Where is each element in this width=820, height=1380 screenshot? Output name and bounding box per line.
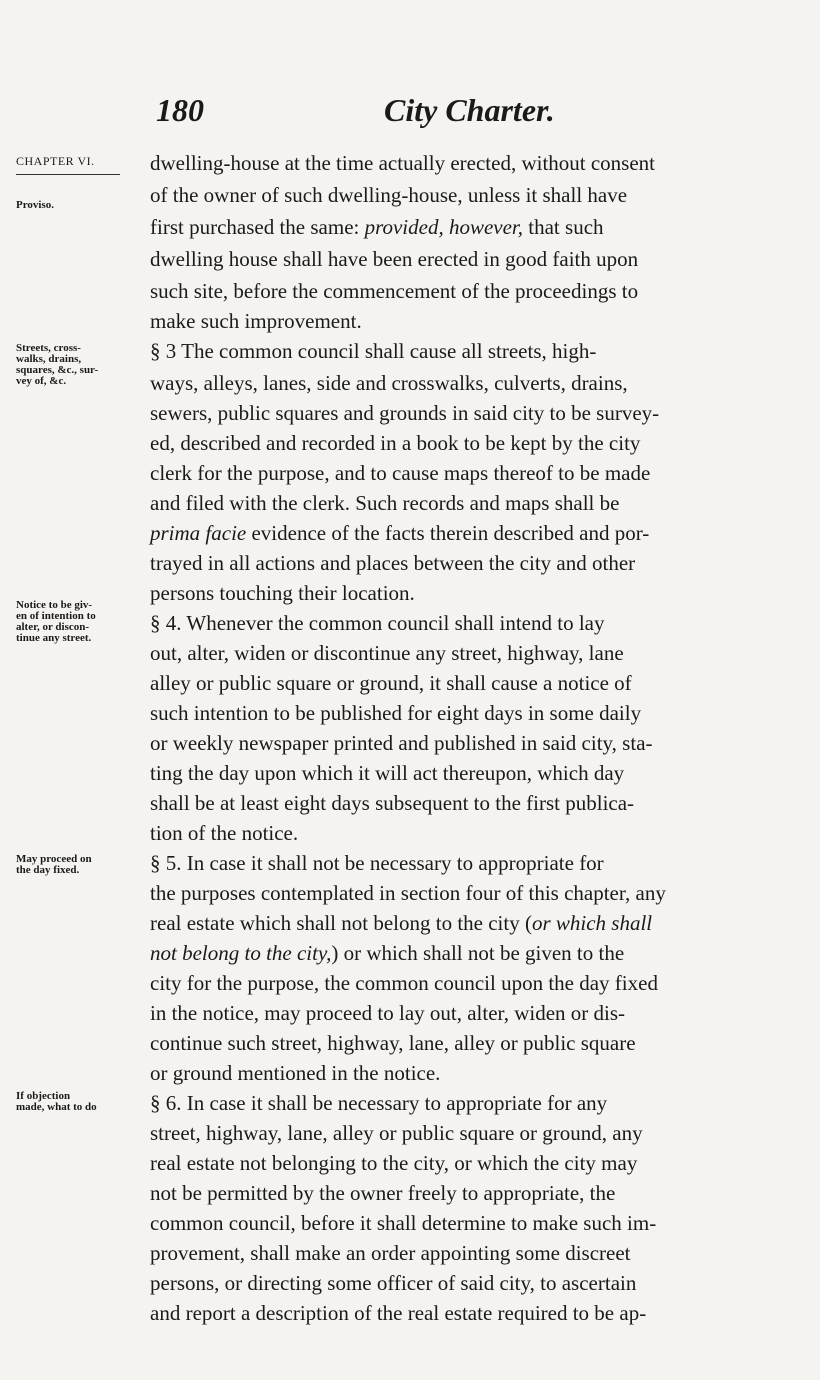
margin-note-proceed: the day fixed. [16, 864, 80, 876]
text-line [150, 214, 604, 240]
chapter-label: CHAPTER VI. [16, 154, 95, 168]
margin-note-proviso: Proviso. [16, 199, 54, 211]
text-line: street, highway, lane, alley or public square or ground, any [150, 1121, 643, 1145]
text-fragment: ) or which shall not be given to the [331, 941, 625, 965]
text-fragment-italic: not belong to the city, [150, 941, 332, 965]
text-line: city for the purpose, the common council upon the day fixed [150, 971, 658, 995]
text-line: clerk for the purpose, and to cause maps thereof to be made [150, 461, 651, 485]
text-line: ting the day upon which it will act thereupon, which day [150, 761, 625, 785]
text-line: ways, alleys, lanes, side and crosswalks, culverts, drains, [150, 371, 628, 395]
margin-note-notice: tinue any street. [16, 632, 92, 644]
margin-note-streets: Streets, cross- [16, 342, 81, 354]
margin-note-objection: If objection [16, 1090, 71, 1102]
chapter-rule [16, 174, 120, 175]
text-line: real estate not belonging to the city, or which the city may [150, 1151, 638, 1175]
text-line: such site, before the commencement of the proceedings to [150, 279, 639, 303]
text-line: dwelling house shall have been erected in good faith upon [150, 247, 639, 271]
text-line: make such improvement. [150, 309, 362, 333]
section-3-start: § 3 The common council shall cause all streets, high- [150, 339, 597, 363]
text-fragment: evidence of the facts therein described and por- [246, 521, 650, 545]
text-line: ed, described and recorded in a book to be kept by the city [150, 431, 641, 455]
text-line [150, 520, 649, 546]
page-title: City Charter. [384, 92, 555, 128]
margin-note-proceed: May proceed on [16, 853, 92, 865]
text-fragment: real estate which shall not belong to the city ( [150, 911, 532, 935]
text-fragment-italic: or which shall [531, 911, 653, 935]
text-line: continue such street, highway, lane, alley or public square [150, 1031, 636, 1055]
text-line: and filed with the clerk. Such records and maps shall be [150, 491, 620, 515]
text-line: and report a description of the real estate required to be ap- [150, 1301, 647, 1325]
text-fragment: first purchased the same: [150, 215, 365, 239]
text-line [150, 910, 652, 936]
margin-note-streets: squares, &c., sur- [16, 364, 99, 376]
margin-note-streets: walks, drains, [16, 353, 82, 365]
text-fragment-italic: prima facie [150, 521, 247, 545]
text-line: not be permitted by the owner freely to appropriate, the [150, 1181, 616, 1205]
text-line: or weekly newspaper printed and published in said city, sta- [150, 731, 653, 755]
margin-note-notice: en of intention to [16, 610, 96, 622]
section-4-start: § 4. Whenever the common council shall intend to lay [150, 611, 605, 635]
text-line: alley or public square or ground, it shall cause a notice of [150, 671, 632, 695]
page-number: 180 [156, 92, 204, 128]
text-line: or ground mentioned in the notice. [150, 1061, 441, 1085]
text-line: shall be at least eight days subsequent to the first publica- [150, 791, 635, 815]
section-6-start: § 6. In case it shall be necessary to appropriate for any [150, 1091, 608, 1115]
margin-note-notice: Notice to be giv- [16, 599, 93, 611]
margin-note-notice: alter, or discon- [16, 621, 90, 633]
text-line: of the owner of such dwelling-house, unless it shall have [150, 183, 628, 207]
text-line: the purposes contemplated in section four of this chapter, any [150, 881, 666, 905]
text-line [150, 940, 624, 966]
text-fragment: that such [523, 215, 604, 239]
text-line: dwelling-house at the time actually erected, without consent [150, 151, 656, 175]
text-line: common council, before it shall determine to make such im- [150, 1211, 657, 1235]
text-line: sewers, public squares and grounds in said city to be survey- [150, 401, 660, 425]
text-line: persons touching their location. [150, 581, 415, 605]
text-line: tion of the notice. [150, 821, 299, 845]
text-line: in the notice, may proceed to lay out, alter, widen or dis- [150, 1001, 626, 1025]
margin-note-streets: vey of, &c. [16, 375, 67, 387]
text-line: such intention to be published for eight days in some daily [150, 701, 642, 725]
text-line: persons, or directing some officer of said city, to ascertain [150, 1271, 637, 1295]
running-head [150, 92, 790, 132]
text-line: provement, shall make an order appointing some discreet [150, 1241, 631, 1265]
margin-note-objection: made, what to do [16, 1101, 97, 1113]
text-line: trayed in all actions and places between the city and other [150, 551, 636, 575]
text-fragment-italic: provided, however, [364, 215, 524, 239]
text-line: out, alter, widen or discontinue any street, highway, lane [150, 641, 624, 665]
section-5-start: § 5. In case it shall not be necessary to appropriate for [150, 851, 604, 875]
